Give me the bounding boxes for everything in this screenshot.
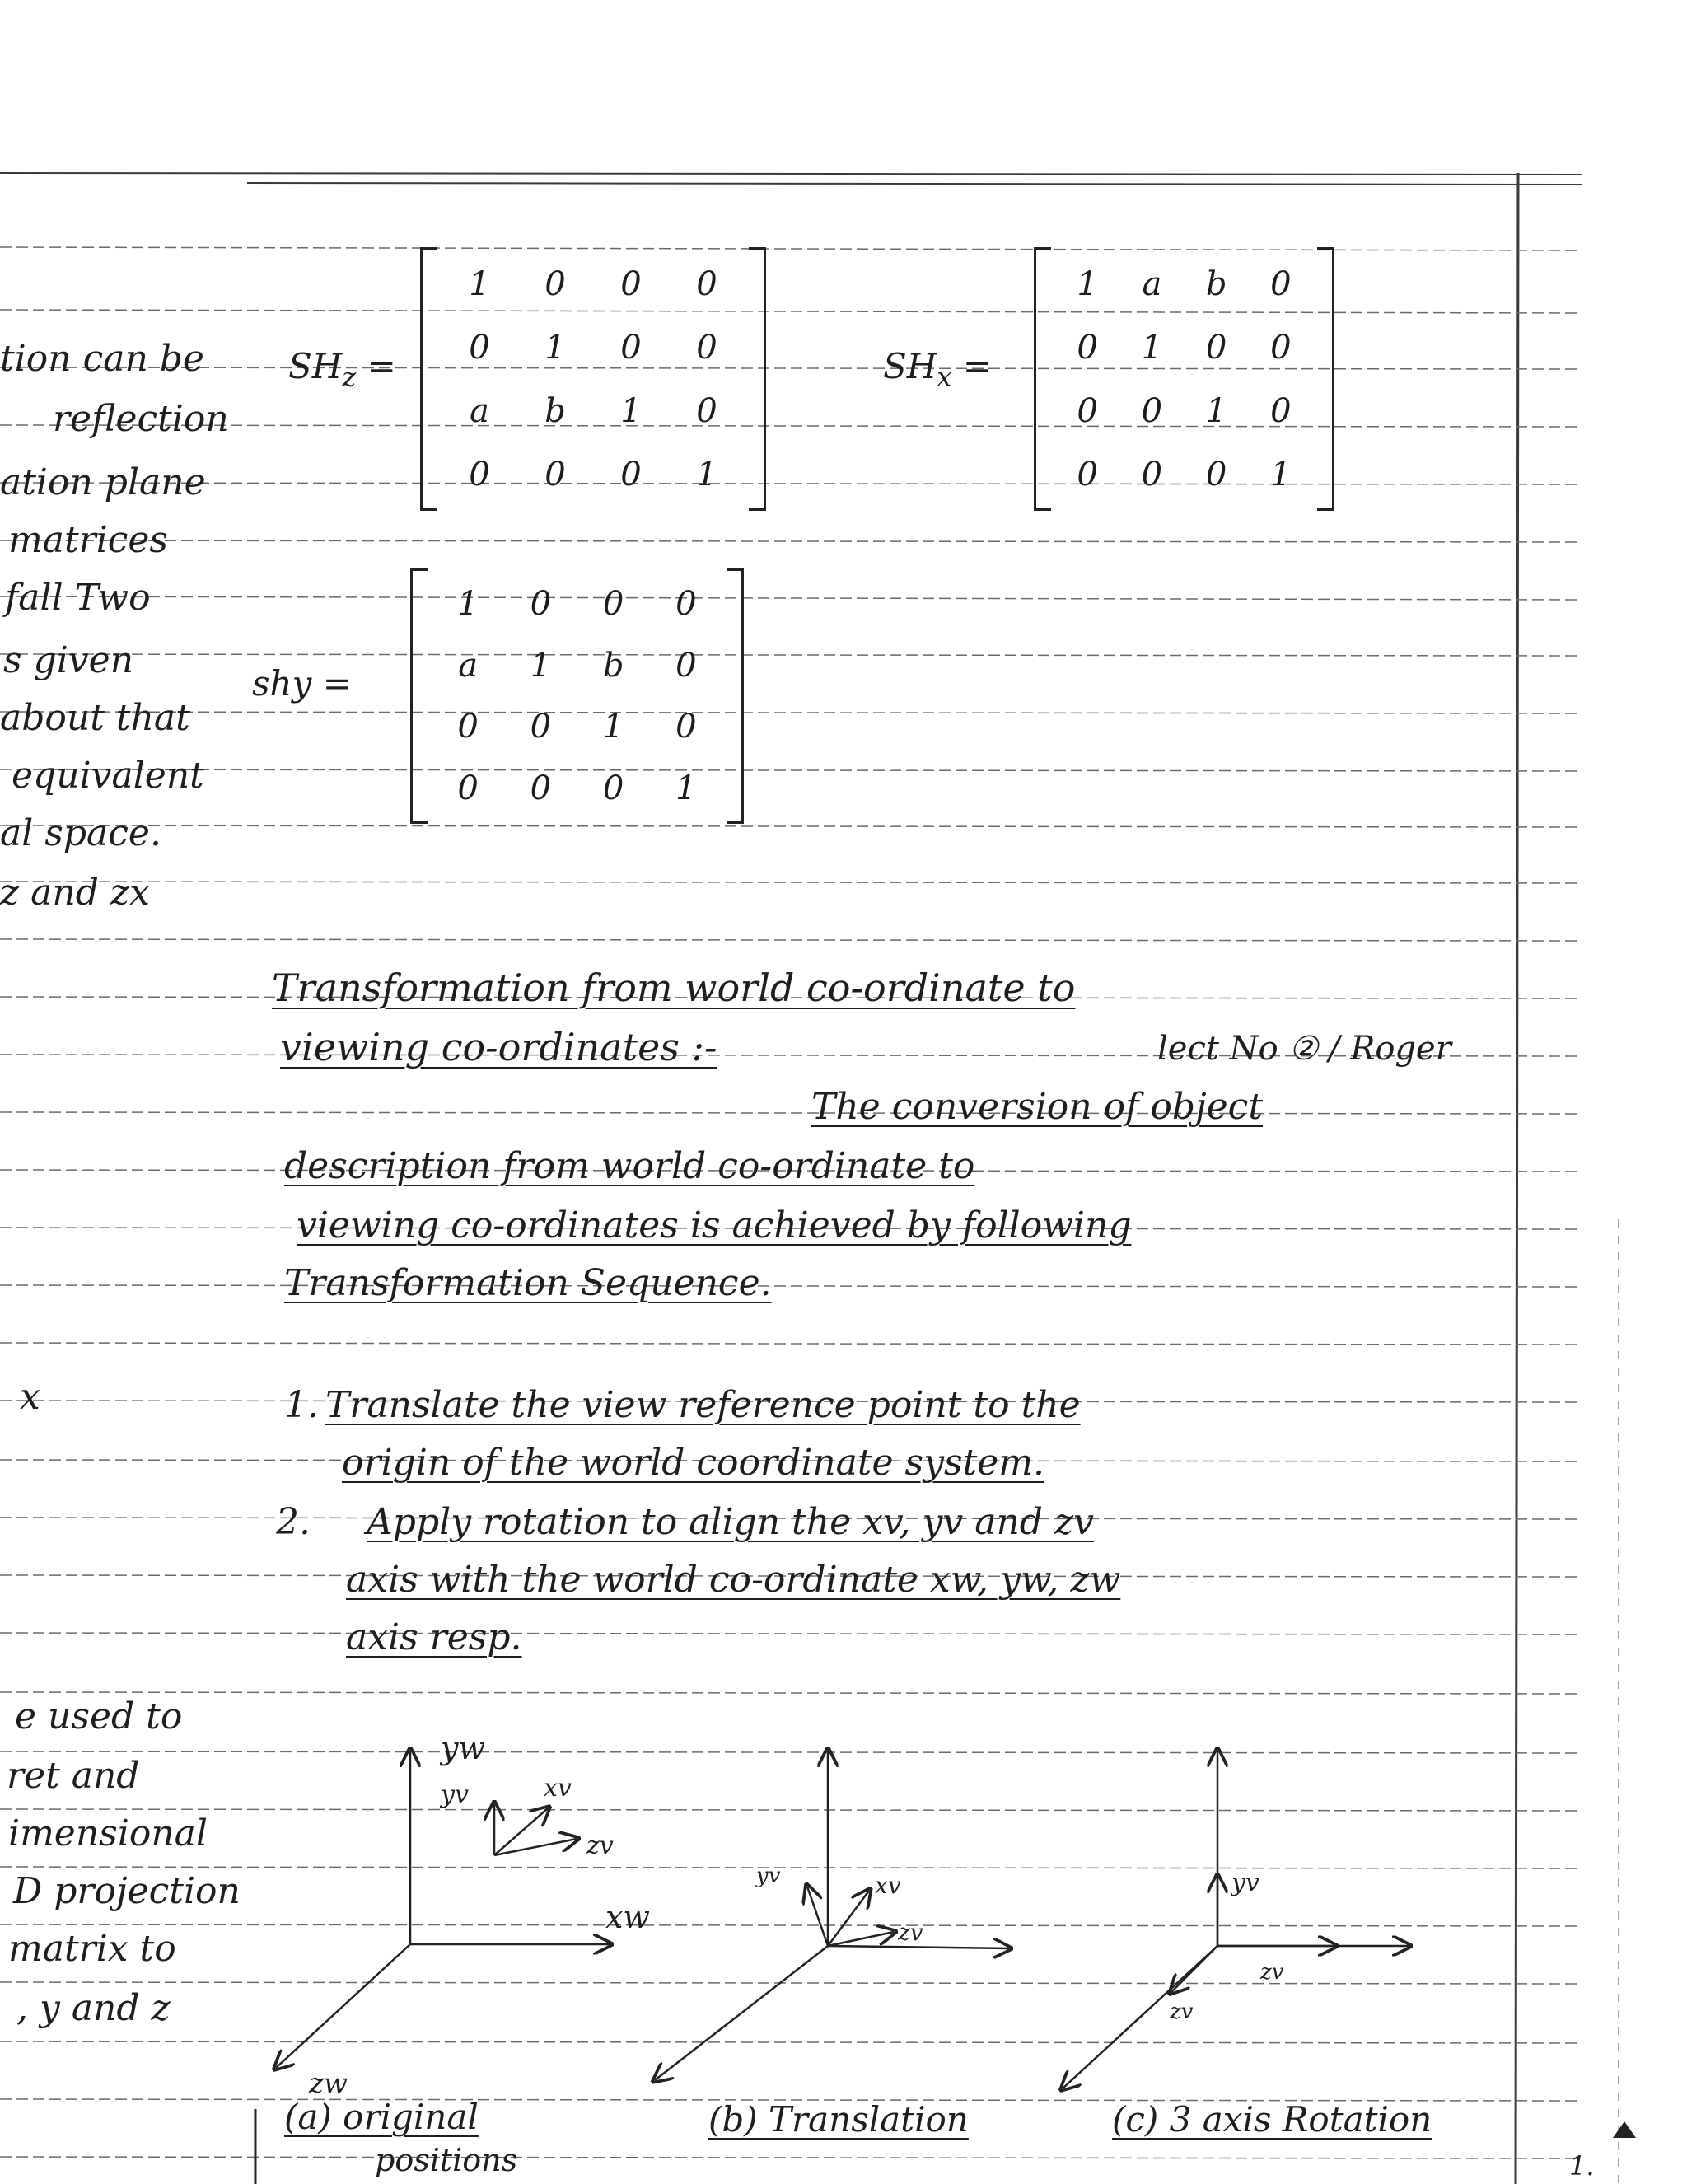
matrix-cell: 0 (530, 585, 552, 624)
matrix-label: $SH_z$ = (288, 346, 396, 393)
paragraph-line: viewing co-ordinates is achieved by following (297, 1204, 1132, 1246)
matrix-label: shy = (252, 663, 352, 704)
step-line: axis resp. (346, 1616, 522, 1658)
matrix-cell: 0 (1270, 328, 1292, 367)
matrix-cell: 0 (544, 264, 566, 303)
matrix-cell: a (458, 646, 479, 685)
matrix-cell: b (544, 391, 566, 430)
margin-fragment: about that (0, 697, 190, 739)
axis-label: yv (1231, 1868, 1259, 1897)
matrix-cell: 0 (602, 585, 624, 624)
paragraph-line: The conversion of object (811, 1086, 1264, 1128)
matrix-cell: 0 (1077, 455, 1098, 493)
step-number: 2. (276, 1501, 311, 1543)
matrix-cell: 1 (530, 646, 552, 685)
matrix-cell: 0 (675, 585, 697, 624)
axis-label: zv (1170, 1999, 1194, 2024)
axis-label: zv (586, 1831, 614, 1860)
matrix-cell: a (470, 391, 489, 430)
axis-label: xw (605, 1899, 650, 1935)
matrix-cell: 0 (469, 328, 490, 367)
axis-label: zw (309, 2067, 348, 2100)
paragraph-line: description from world co-ordinate to (284, 1145, 975, 1187)
margin-fragment: D projection (13, 1870, 241, 1912)
margin-fragment: e used to (15, 1695, 183, 1737)
matrix-cell: 0 (1141, 391, 1163, 430)
matrix-cell: 0 (602, 769, 624, 807)
matrix-cell: 0 (620, 264, 642, 303)
matrix-cell: 0 (469, 455, 490, 493)
matrix-cell: 0 (1205, 455, 1227, 493)
matrix-cell: 1 (1270, 455, 1292, 493)
matrix-cell: b (602, 646, 624, 685)
matrix-cell: 0 (620, 328, 642, 367)
matrix-cell: 0 (457, 708, 479, 746)
margin-fragment: reflection (53, 398, 229, 440)
matrix-cell: 1 (457, 585, 479, 624)
matrix-cell: 0 (675, 646, 697, 685)
axis-label: yv (756, 1864, 781, 1888)
matrix-label: $SH_x$ = (883, 346, 993, 393)
section-heading-line1: Transformation from world co-ordinate to (272, 966, 1076, 1010)
paragraph-line: Transformation Sequence. (284, 1262, 772, 1304)
matrix-cell: 1 (675, 769, 697, 807)
matrix-cell: 0 (1205, 328, 1227, 367)
margin-fragment: imensional (8, 1812, 208, 1854)
matrix-cell: 0 (1077, 391, 1098, 430)
matrix-cell: 0 (530, 769, 552, 807)
margin-fragment: equivalent (12, 755, 204, 797)
matrix-cell: 1 (469, 264, 490, 303)
step-line: Translate the view reference point to the (325, 1384, 1081, 1426)
margin-fragment: s given (3, 639, 134, 681)
matrix-cell: 0 (620, 455, 642, 493)
matrix-cell: 1 (620, 391, 642, 430)
margin-fragment: al space. (0, 812, 161, 854)
axis-label: yw (441, 1730, 485, 1766)
matrix-cell: 0 (1270, 264, 1292, 303)
margin-fragment: x (20, 1376, 40, 1418)
matrix-cell: 0 (1077, 328, 1098, 367)
matrix-cell: 0 (696, 328, 717, 367)
matrix-cell: 0 (696, 391, 717, 430)
figure-b-axes (655, 1751, 1009, 2080)
axis-label: zv (1260, 1960, 1284, 1985)
section-heading-line2: viewing co-ordinates :- (280, 1025, 717, 1069)
margin-fragment: z and zx (0, 872, 150, 914)
figure-c-axes (1063, 1751, 1409, 2088)
figure-caption: positions (375, 2142, 518, 2178)
axis-label: xv (544, 1774, 572, 1803)
margin-fragment: matrices (8, 519, 169, 561)
axis-label: yv (441, 1780, 469, 1809)
axis-label: xv (875, 1872, 901, 1899)
margin-fragment: ret and (7, 1755, 140, 1797)
step-number: 1. (284, 1384, 319, 1426)
step-line: origin of the world coordinate system. (342, 1442, 1044, 1484)
margin-fragment: , y and z (16, 1987, 171, 2029)
figure-caption: (a) original (284, 2097, 479, 2137)
axis-label: zv (898, 1919, 923, 1946)
margin-fragment: matrix to (8, 1928, 176, 1970)
margin-fragment: tion can be (0, 338, 204, 380)
matrix-cell: 1 (544, 328, 566, 367)
page-number: 1. (1569, 2150, 1595, 2182)
matrix-cell: 0 (1270, 391, 1292, 430)
matrix-cell: 1 (602, 708, 624, 746)
matrix-cell: 0 (696, 264, 717, 303)
matrix-cell: 1 (1205, 391, 1227, 430)
lecture-reference: lect No ② / Roger (1157, 1030, 1451, 1068)
matrix-cell: 1 (1077, 264, 1098, 303)
matrix-cell: a (1142, 264, 1162, 303)
matrix-cell: 1 (696, 455, 717, 493)
matrix-cell: 0 (457, 769, 479, 807)
matrix-cell: 1 (1141, 328, 1163, 367)
matrix-cell: 0 (530, 708, 552, 746)
matrix-cell: 0 (544, 455, 566, 493)
matrix-cell: b (1205, 264, 1227, 303)
figure-caption: (b) Translation (708, 2099, 969, 2140)
step-line: Apply rotation to align the xv, yv and zv (367, 1501, 1094, 1543)
matrix-cell: 0 (1141, 455, 1163, 493)
step-line: axis with the world co-ordinate xw, yw, zw (346, 1559, 1121, 1601)
margin-fragment: ation plane (0, 461, 206, 503)
margin-fragment: fall Two (5, 577, 151, 619)
figure-caption: (c) 3 axis Rotation (1112, 2099, 1432, 2140)
matrix-cell: 0 (675, 708, 697, 746)
